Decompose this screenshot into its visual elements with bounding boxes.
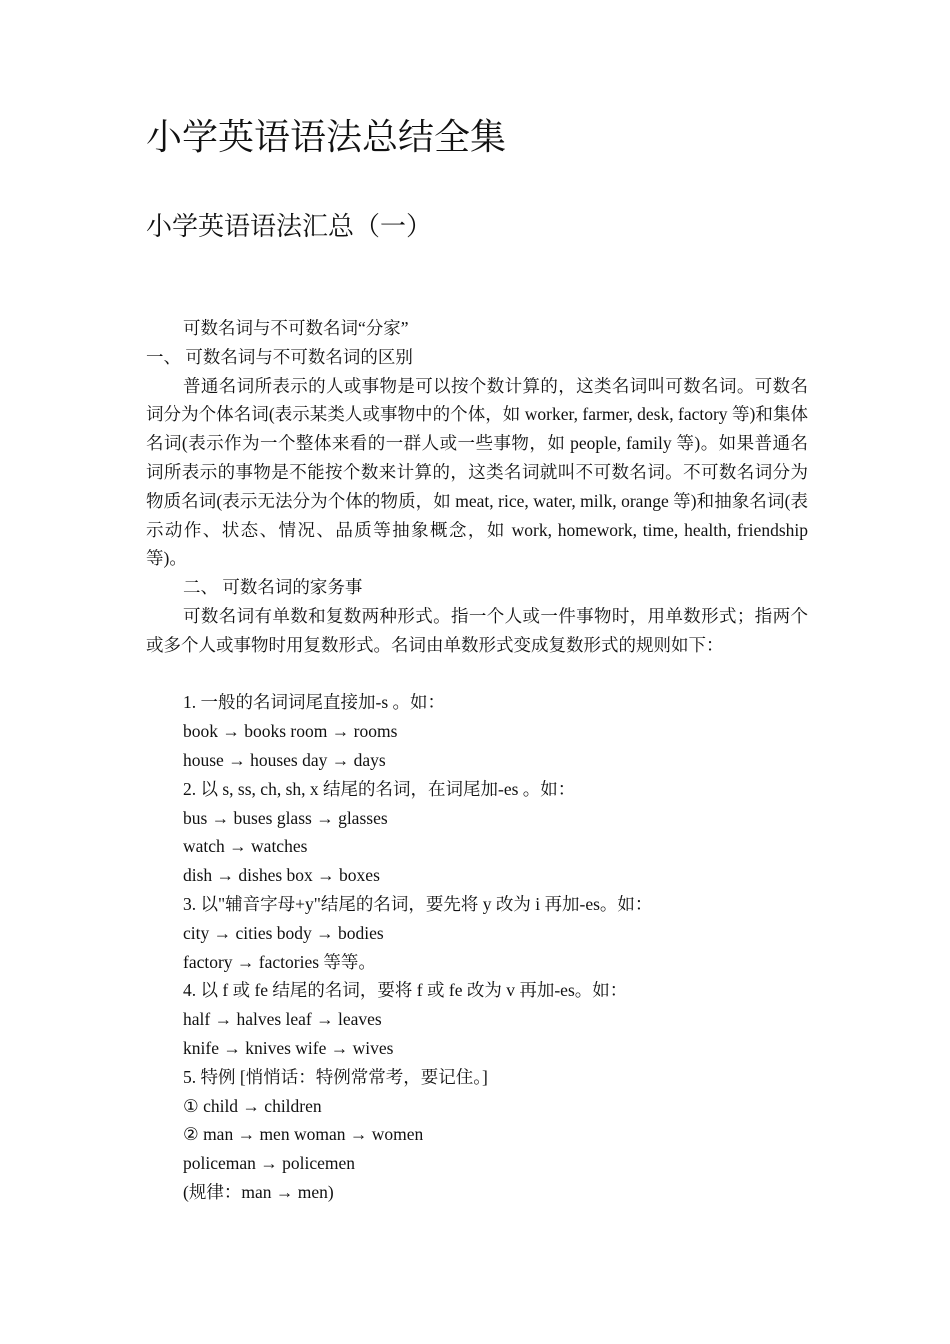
document-subtitle: 小学英语语法汇总（一）	[146, 212, 433, 241]
part1-paragraph: 普通名词所表示的人或事物是可以按个数计算的，这类名词叫可数名词。可数名词分为个体名词(表示某类人或事物中的个体，如 worker, farmer, desk, factory 等)和集体名词(表示作为一个整体来看的一群人或一些事物，如 people, family 等)。如果普通名词所表示的事物是不能按个数来计算的，这类名词就叫不可数名词。不可数名词分为物质名词(表示无法分为个体的物质，如 meat, rice, water, milk, orange 等)和抽象名词(表示动作、状态、情况、品质等抽象概念，如 work, homework, time, health, friendship 等)。	[146, 375, 808, 569]
example-line: knife → knives wife → wives	[183, 1037, 394, 1058]
rule-line: 4. 以 f 或 fe 结尾的名词，要将 f 或 fe 改为 v 再加-es。如：	[183, 980, 628, 1001]
example-line: book → books room → rooms	[183, 721, 398, 742]
example-line: policeman → policemen	[183, 1153, 356, 1174]
part2-heading: 二、 可数名词的家务事	[183, 577, 363, 598]
example-line: city → cities body → bodies	[183, 922, 384, 943]
section-heading: 可数名词与不可数名词“分家”	[183, 318, 409, 338]
rule-line: 2. 以 s, ss, ch, sh, x 结尾的名词，在词尾加-es 。如：	[183, 778, 576, 799]
example-line: dish → dishes box → boxes	[183, 865, 380, 886]
example-line: house → houses day → days	[183, 749, 386, 770]
example-line: factory → factories 等等。	[183, 951, 376, 972]
document-title: 小学英语语法总结全集	[146, 117, 507, 157]
example-line: ② man → men woman → women	[183, 1124, 424, 1145]
example-line: watch → watches	[183, 836, 308, 857]
blank-line	[146, 660, 808, 689]
rule-line: 5. 特例 [悄悄话：特例常常考，要记住。]	[183, 1066, 488, 1087]
part2-paragraph: 可数名词有单数和复数两种形式。指一个人或一件事物时，用单数形式；指两个或多个人或事物时用复数形式。名词由单数形式变成复数形式的规则如下：	[146, 605, 808, 655]
rule-line: 3. 以"辅音字母+y"结尾的名词，要先将 y 改为 i 再加-es。如：	[183, 893, 653, 914]
part1-heading: 一、 可数名词与不可数名词的区别	[146, 346, 413, 367]
example-line: half → halves leaf → leaves	[183, 1009, 382, 1030]
example-line: ① child → children	[183, 1095, 322, 1116]
document-body	[146, 314, 808, 1207]
example-line: bus → buses glass → glasses	[183, 807, 388, 828]
rule-line: 1. 一般的名词词尾直接加-s 。如：	[183, 692, 446, 713]
example-line: (规律：man → men)	[183, 1181, 334, 1202]
